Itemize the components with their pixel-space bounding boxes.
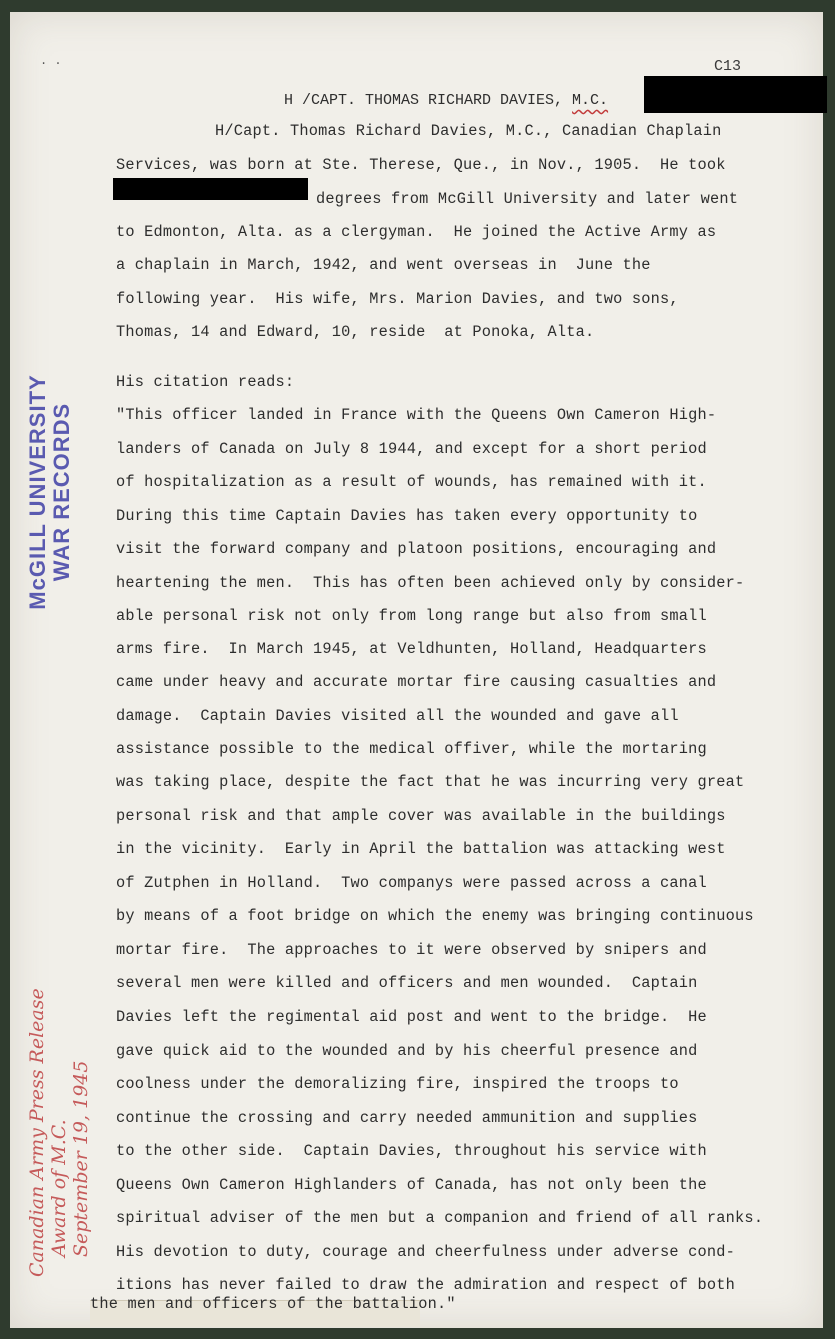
mcgill-war-records-stamp	[26, 362, 74, 622]
body-line-5: a chaplain in March, 1942, and went overseas in June the	[116, 256, 651, 274]
citation-line-4: During this time Captain Davies has taken every opportunity to	[116, 507, 698, 525]
citation-line-20: gave quick aid to the wounded and by his cheerful presence and	[116, 1042, 698, 1060]
citation-line-1: "This officer landed in France with the Queens Own Cameron High-	[116, 406, 717, 424]
citation-line-18: several men were killed and officers and men wounded. Captain	[116, 974, 698, 992]
citation-line-2: landers of Canada on July 8 1944, and except for a short period	[116, 440, 707, 458]
citation-line-19: Davies left the regimental aid post and went to the bridge. He	[116, 1008, 707, 1026]
citation-line-26: His devotion to duty, courage and cheerfulness under adverse cond-	[116, 1243, 736, 1261]
citation-line-28: the men and officers of the battalion."	[90, 1295, 456, 1313]
document-page	[10, 12, 823, 1328]
citation-line-3: of hospitalization as a result of wounds, has remained with it.	[116, 473, 707, 491]
redaction-box-title	[644, 76, 827, 113]
citation-line-9: came under heavy and accurate mortar fire causing casualties and	[116, 673, 717, 691]
citation-heading: His citation reads:	[116, 373, 295, 391]
citation-line-24: Queens Own Cameron Highlanders of Canada, has not only been the	[116, 1176, 707, 1194]
citation-line-21: coolness under the demoralizing fire, inspired the troops to	[116, 1075, 679, 1093]
handwritten-line-1: Canadian Army Press Release	[26, 988, 48, 1277]
body-line-4: to Edmonton, Alta. as a clergyman. He joined the Active Army as	[116, 223, 717, 241]
stamp-line-2: WAR RECORDS	[49, 402, 74, 582]
redaction-box-degree	[113, 178, 308, 200]
citation-line-11: assistance possible to the medical offiver, while the mortaring	[116, 740, 707, 758]
body-line-3: degrees from McGill University and later went	[316, 190, 739, 208]
document-title	[284, 92, 608, 109]
stamp-line-1: McGILL UNIVERSITY	[25, 374, 50, 610]
handwritten-line-2: Award of M.C.	[48, 1119, 70, 1257]
citation-line-10: damage. Captain Davies visited all the wounded and gave all	[116, 707, 679, 725]
title-name: H /CAPT. THOMAS RICHARD DAVIES,	[284, 92, 573, 109]
citation-line-16: by means of a foot bridge on which the enemy was bringing continuous	[116, 907, 754, 925]
citation-line-12: was taking place, despite the fact that he was incurring very great	[116, 773, 745, 791]
citation-line-13: personal risk and that ample cover was available in the buildings	[116, 807, 726, 825]
citation-line-5: visit the forward company and platoon positions, encouraging and	[116, 540, 717, 558]
citation-line-8: arms fire. In March 1945, at Veldhunten, Holland, Headquarters	[116, 640, 707, 658]
title-award: M.C.	[572, 92, 609, 109]
citation-line-22: continue the crossing and carry needed ammunition and supplies	[116, 1109, 698, 1127]
citation-line-7: able personal risk not only from long range but also from small	[116, 607, 707, 625]
body-line-2: Services, was born at Ste. Therese, Que., in Nov., 1905. He took	[116, 156, 726, 174]
document-id: C13	[714, 58, 742, 75]
body-line-6: following year. His wife, Mrs. Marion Davies, and two sons,	[116, 290, 679, 308]
citation-line-27: itions has never failed to draw the admiration and respect of both	[116, 1276, 736, 1294]
body-line-7: Thomas, 14 and Edward, 10, reside at Ponoka, Alta.	[116, 323, 595, 341]
citation-line-25: spiritual adviser of the men but a companion and friend of all ranks.	[116, 1209, 764, 1227]
citation-line-14: in the vicinity. Early in April the battalion was attacking west	[116, 840, 726, 858]
citation-line-17: mortar fire. The approaches to it were observed by snipers and	[116, 941, 707, 959]
citation-line-15: of Zutphen in Holland. Two companys were passed across a canal	[116, 874, 707, 892]
handwritten-line-3: September 19, 1945	[70, 1060, 92, 1257]
corner-marks: . .	[40, 54, 62, 68]
body-line-1: H/Capt. Thomas Richard Davies, M.C., Canadian Chaplain	[215, 122, 722, 140]
citation-line-23: to the other side. Captain Davies, throughout his service with	[116, 1142, 707, 1160]
handwritten-annotation	[26, 897, 92, 1277]
citation-line-6: heartening the men. This has often been achieved only by consider-	[116, 574, 745, 592]
